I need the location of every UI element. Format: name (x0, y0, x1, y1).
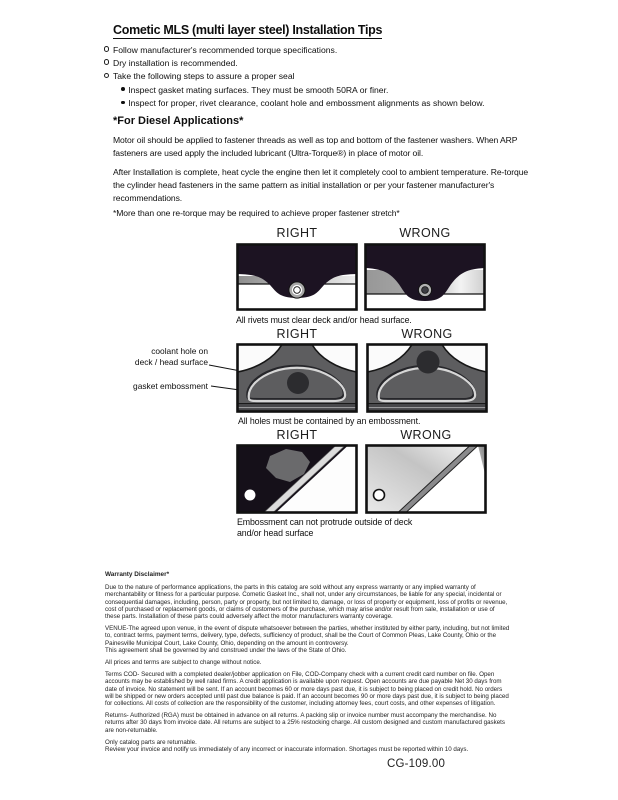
wrong-column-label: WRONG (401, 327, 453, 341)
open-bullet-icon (104, 59, 109, 64)
tip-bullet-text: Follow manufacturer's recommended torque specifications. (112, 45, 338, 55)
embossment-caption: All holes must be contained by an embossment. (238, 416, 421, 426)
tip-sub-bullet-text: Inspect gasket mating surfaces. They must be smooth 50RA or finer. (128, 84, 389, 95)
wrong-column-label: WRONG (399, 226, 451, 240)
rivet-right-illustration (236, 243, 358, 311)
page-title: Cometic MLS (multi layer steel) Installation Tips (113, 23, 383, 37)
legal-paragraph: VENUE-The agreed upon venue, in the event of dispute whatsoever between the parties, whether instituted by either party, including, but not limited to, contract terms, payment terms, delivery, type, defects, sufficiency of product, shall be the Court of Common Pleas, Lake County, Ohio or the Painesville Municipal Court, Lake County, Ohio, depending on the amount in controversy. (105, 625, 510, 647)
rivet-wrong-illustration (364, 243, 486, 311)
tip-bullet-text: Dry installation is recommended. (112, 58, 238, 69)
legal-paragraph: Review your invoice and notify us immediately of any incorrect or inaccurate information. Shortages must be reported within 10 days. (105, 746, 469, 754)
deck-caption: Embossment can not protrude outside of deck and/or head surface (237, 517, 413, 538)
tip-bullet (104, 70, 529, 83)
tip-bullet (104, 44, 529, 57)
right-column-label: RIGHT (276, 428, 318, 442)
diesel-paragraph-2: After Installation is complete, heat cycle the engine then let it completely cool to ambient temperature. Re-torque the cylinder head fasteners in the same pattern as initial installation or per your fastener manufacturer's recommendations. (113, 167, 529, 203)
tip-sub-bullet-text: Inspect for proper, rivet clearance, coolant hole and embossment alignments as shown below. (128, 97, 485, 108)
legal-paragraph: All prices and terms are subject to change without notice. (105, 659, 262, 667)
deck-wrong-illustration (365, 444, 487, 514)
wrong-column-label: WRONG (400, 428, 452, 442)
installation-tips-list (104, 44, 529, 110)
right-column-label: RIGHT (276, 226, 318, 240)
warranty-disclaimer-heading: Warranty Disclaimer* (105, 571, 170, 578)
tip-bullet (104, 57, 529, 70)
right-column-label: RIGHT (276, 327, 318, 341)
diesel-paragraph-1: Motor oil should be applied to fastener threads as well as top and bottom of the fastener washers. When ARP fasteners are used apply the included lubricant (Ultra-Torque®) in place of motor oil. (113, 135, 518, 158)
legal-paragraph: Returns- Authorized (RGA) must be obtained in advance on all returns. A packing slip or invoice number must accompany the merchandise. No returns after 30 days from invoice date. All returns are subject to a 25% restocking charge. All custom designed and custom manufactured gaskets are non-returnable. (105, 712, 505, 734)
open-bullet-icon (104, 46, 109, 51)
gasket-embossment-label: gasket embossment (133, 381, 208, 391)
diesel-applications-heading: *For Diesel Applications* (113, 115, 244, 127)
retorque-note: *More than one re-torque may be required to achieve proper fastener stretch* (113, 208, 400, 218)
legal-paragraph: Due to the nature of performance applications, the parts in this catalog are sold without any express warranty or any implied warranty of merchantability or fitness for a particular purpose. Cometic Gasket Inc., shall not, under any circumstances, be liable for any special, incidental or consequential damages, including, person, party or property, but not limited to, damage, or loss of property or equipment, loss of profits or revenue, cost of purchased or replacement goods, or claims of customers of the purchase, which may arise and/or result from sale, installation or use of these parts. Installation of these parts could adversely affect the motor manufacturers warranty coverage. (105, 584, 508, 621)
coolant-hole-label: coolant hole on deck / head surface (134, 346, 208, 367)
legal-paragraph: This agreement shall be governed by and construed under the laws of the State of Ohio. (105, 646, 347, 654)
embossment-wrong-illustration (366, 343, 488, 413)
deck-right-illustration (236, 444, 358, 514)
tip-bullet-text: Take the following steps to assure a proper seal (112, 71, 295, 82)
open-bullet-icon (104, 73, 109, 78)
filled-bullet-icon (121, 87, 125, 91)
legal-paragraph: Terms COD- Secured with a completed dealer/jobber application on File, COD-Company check with a current credit card number on file. Open accounts may be established by well rated firms. A credit application is available upon request. Open accounts are due payable Net 30 days from date of invoice. No statement will be sent. If an account becomes 60 or more days past due, it is subject to being placed on credit hold. No orders will be shipped or new orders accepted until past due balance is paid. If an account becomes 90 or more days past due, it is subject to being placed for collections. All costs of collection are the responsibility of the customer, including attorney fees, court costs, and other expenses of litigation. (105, 671, 509, 708)
legal-fine-print (105, 571, 511, 753)
tip-sub-bullet (121, 97, 529, 110)
legal-paragraph: Only catalog parts are returnable. (105, 738, 197, 746)
embossment-right-illustration (236, 343, 358, 413)
doc-code: CG-109.00 (387, 758, 446, 770)
filled-bullet-icon (121, 101, 125, 105)
rivet-caption: All rivets must clear deck and/or head surface. (236, 315, 412, 325)
tip-sub-bullet (121, 84, 529, 97)
